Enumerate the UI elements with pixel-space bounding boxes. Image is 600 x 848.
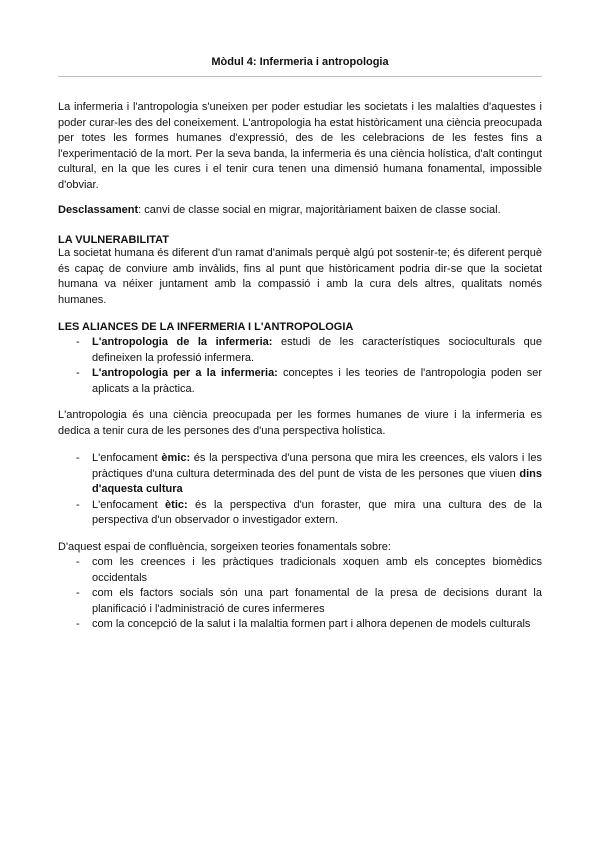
list-item-prefix: L'enfocament xyxy=(92,498,166,511)
list-item-term: èmic: xyxy=(161,452,191,464)
list-dash: - xyxy=(76,618,80,630)
list-item-text: com la concepció de la salut i la malaltia formen part i alhora depenen de models culturals xyxy=(92,618,531,630)
list-item-text: és la perspectiva d'una persona que mira les creences, els valors i les pràctiques d'una cultura determinada des del punt de vista de les persones que viuen xyxy=(92,452,542,480)
list-dash: - xyxy=(76,367,80,379)
page-title: Mòdul 4: Infermeria i antropologia xyxy=(211,56,389,68)
list-item-text: estudi de les característiques socioculturals que defineixen la professió infermera. xyxy=(92,336,543,364)
definition-term: Desclassament xyxy=(58,204,139,216)
definition-text: : canvi de classe social en migrar, majoritàriament baixen de classe social. xyxy=(138,204,501,216)
vulnerabilitat-paragraph: La societat humana és diferent d'un ramat d'animals perquè algú pot sostenir-te; és diferent perquè és capaç de conviure amb invàlids, fins al punt que històricament podria dir-se que la societat humana va néixer juntament amb la compassió i amb la cura dels altres, qualitats només humanes. xyxy=(58,247,542,306)
confluence-intro: D'aquest espai de confluència, sorgeixen teories fonamentals sobre: xyxy=(58,541,391,553)
list-dash: - xyxy=(76,587,80,599)
list-item xyxy=(58,335,542,366)
list-dash: - xyxy=(76,498,80,511)
list-item xyxy=(58,586,542,617)
list-item-emphasis: dins d'aquesta cultura xyxy=(92,467,542,495)
list-dash: - xyxy=(76,336,80,348)
list-item-text: com els factors socials són una part fonamental de la presa de decisions durant la planificació i l'administració de cures infermeres xyxy=(92,587,542,615)
list-item xyxy=(58,366,542,397)
list-item xyxy=(58,555,542,586)
intro-paragraph: La infermeria i l'antropologia s'uneixen per poder estudiar les societats i les malalties d'aquestes i poder curar-les des del coneixement. L'antropologia ha estat històricament una ciència preocupada per totes les formes humanes d'expressió, des de les celebracions de les festes fins a l'experimentació de la mort. Per la seva banda, la infermeria és una ciència holística, d'alt contingut cultural, en la que les cures i el tenir cura tenen una dimensió humana fonamental, impossible d'obviar. xyxy=(58,101,542,191)
section-heading-aliances: LES ALIANCES DE LA INFERMERIA I L'ANTROPOLOGIA xyxy=(58,321,354,333)
list-item-text: és la perspectiva d'un foraster, que mira una cultura des de la perspectiva d'un observador o investigador extern. xyxy=(92,498,542,526)
list-item-prefix: L'enfocament xyxy=(92,452,162,464)
list-item-text: conceptes i les teories de l'antropologia poden ser aplicats a la pràctica. xyxy=(92,367,543,395)
aliances-list xyxy=(58,335,542,397)
list-dash: - xyxy=(76,556,80,568)
list-item-term: L'antropologia de la infermeria: xyxy=(92,336,273,348)
list-item-term: ètic: xyxy=(165,498,188,511)
list-dash: - xyxy=(76,452,80,464)
section-heading-vulnerabilitat: LA VULNERABILITAT xyxy=(58,234,170,246)
title-divider xyxy=(58,76,542,77)
confluence-list xyxy=(58,555,542,633)
list-item xyxy=(58,451,542,498)
approaches-list xyxy=(58,451,542,529)
list-item-text: com les creences i les pràctiques tradicionals xoquen amb els conceptes biomèdics occidentals xyxy=(92,556,542,584)
list-item-term: L'antropologia per a la infermeria: xyxy=(92,367,278,379)
definition-paragraph xyxy=(58,203,542,219)
antropologia-paragraph: L'antropologia és una ciència preocupada per les formes humanes de viure i la infermeria es dedica a tenir cura de les persones des d'una perspectiva holística. xyxy=(58,409,542,437)
list-item xyxy=(58,617,542,633)
list-item xyxy=(58,498,542,529)
